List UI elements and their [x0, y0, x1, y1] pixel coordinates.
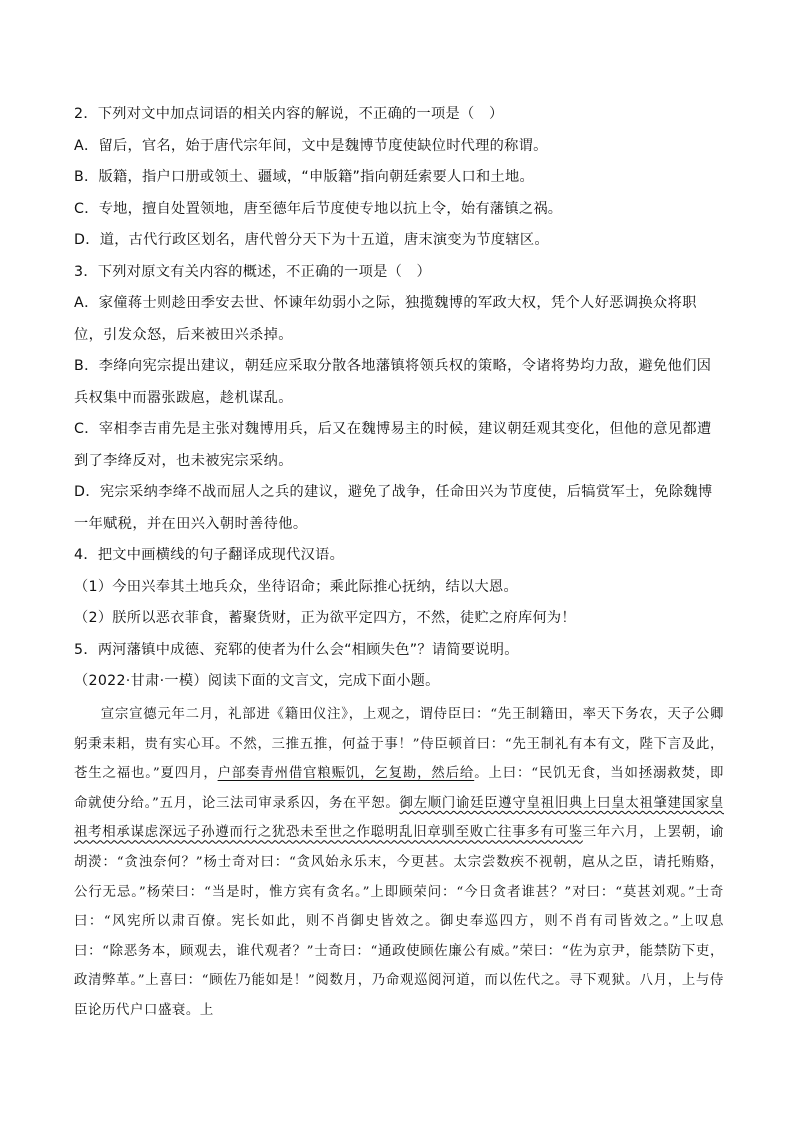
wavy-underlined-sentence: 御左顺门谕廷臣遵守皇祖旧典上曰皇太祖肇建国家皇祖考相承谋虑深远子孙遵而行之犹恐未至世之作聪明乱旧章驯至败亡往事多有可鉴 [74, 795, 724, 841]
question-2-option-d: D．道，古代行政区划名，唐代曾分天下为十五道，唐末演变为节度辖区。 [74, 232, 549, 248]
passage-text: 三年六月，上罢朝，谕胡濙：“贪浊奈何？”杨士奇对曰：“贪风始永乐末，今更甚。太宗尝数疾不视朝，扈从之臣，请托贿赂，公行无忌。”杨荣曰：“当是时，惟方宾有贪名。”上即顾荣问：“今日贪者谁甚？”对曰：“莫甚刘观。”士奇曰：“风宪所以肃百僚。宪长如此，则不肖御史皆效之。御史奉巡四方，则不肖有司皆效之。”上叹息曰：“除恶务本，顾观去，谁代观者？”士奇曰：“通政使顾佐廉公有威。”荣曰：“佐为京尹，能禁防下吏，政清弊革。”上喜曰：“顾佐乃能如是！”阅数月，乃命观巡阅河道，而以佐代之。寻下观狱。八月，上与侍臣论历代户口盛衰。上 [74, 825, 724, 1018]
passage-paragraph [74, 700, 724, 1026]
question-5-stem: 5．两河藩镇中成德、兖郓的使者为什么会“相顾失色”？请简要说明。 [74, 641, 519, 658]
classical-passage [74, 700, 724, 1026]
underlined-sentence: 户部奏青州借官粮赈饥，乞复勘，然后给 [217, 766, 475, 782]
passage-text: 宣宗宣德元年二月，礼部进《籍田仪注》，上观之，谓侍臣曰：“先王制籍田，率天下务农，天子公卿躬秉耒耜，贵有实心耳。不然，三推五推，何益于事！”侍臣顿首曰：“先王制礼有本有文，陛下言及此，苍生之福也。”夏四月， [74, 707, 724, 782]
question-3-option-a: A．家僮蒋士则趁田季安去世、怀谏年幼弱小之际，独揽魏博的军政大权，凭个人好恶调换众将职位，引发众怒，后来被田兴杀掉。 [74, 295, 697, 343]
question-2-option-b: B．版籍，指户口册或领土、疆域，“申版籍”指向朝廷索要人口和土地。 [74, 169, 534, 185]
passage-intro: （2022·甘肃·一模）阅读下面的文言文，完成下面小题。 [74, 673, 440, 689]
question-3-option-d: D．宪宗采纳李绛不战而屈人之兵的建议，避免了战争，任命田兴为节度使，后犒赏军士，免除魏博一年赋税，并在田兴入朝时善待他。 [74, 484, 713, 532]
passage-text: 。上曰：“民饥无食，当如拯溺救焚，即命就使分给。”五月，论三法司审录系囚，务在平恕。 [74, 766, 724, 811]
question-3-option-c: C．宰相李吉甫先是主张对魏博用兵，后又在魏博易主的时候，建议朝廷观其变化，但他的意见都遭到了李绛反对，也未被宪宗采纳。 [74, 421, 712, 469]
question-4-item-2: （2）朕所以恶衣菲食，蓄聚货财，正为欲平定四方，不然，徒贮之府库何为！ [74, 610, 576, 626]
question-4-stem: 4．把文中画横线的句子翻译成现代汉语。 [74, 547, 345, 563]
question-2-option-c: C．专地，擅自处置领地，唐至德年后节度使专地以抗上令，始有藩镇之祸。 [74, 200, 563, 217]
question-3-stem: 3．下列对原文有关内容的概述，不正确的一项是（ ） [74, 263, 432, 280]
question-4-item-1: （1）今田兴奉其土地兵众，坐待诏命；乘此际推心抚纳，结以大恩。 [74, 578, 518, 595]
question-3-option-b: B．李绛向宪宗提出建议，朝廷应采取分散各地藩镇将领兵权的策略，令诸将势均力敌，避免他们因兵权集中而嚣张跋扈，趁机谋乱。 [74, 358, 712, 406]
question-block [74, 99, 724, 698]
question-2-option-a: A．留后，官名，始于唐代宗年间，文中是魏博节度使缺位时代理的称谓。 [74, 137, 548, 154]
question-2-stem: 2．下列对文中加点词语的相关内容的解说，不正确的一项是（ ） [74, 106, 504, 122]
